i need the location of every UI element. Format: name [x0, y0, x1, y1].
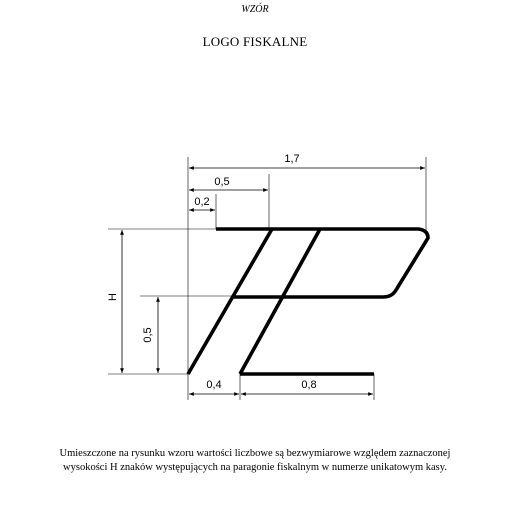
- label-bottom-left: 0,4: [206, 379, 222, 391]
- label-height: H: [107, 293, 119, 301]
- dimension-lines: [122, 168, 425, 394]
- page-title: LOGO FISKALNE: [202, 34, 308, 49]
- caption-line-2: wysokości H znaków występujących na paragonie fiskalnym w numerze unikatowym kasy.: [63, 462, 447, 473]
- caption: [20, 447, 490, 475]
- label-total-width: 1,7: [284, 153, 300, 165]
- logo-diagonal-2: [240, 229, 320, 374]
- label-bottom-right: 0,8: [301, 379, 317, 391]
- fiscal-logo-shape: [188, 229, 428, 374]
- logo-diagonal-1: [188, 229, 272, 374]
- label-upper-offset: 0,5: [214, 176, 230, 188]
- label-lower-height: 0,5: [142, 327, 154, 343]
- extension-lines: [108, 157, 426, 400]
- pattern-marker: WZÓR: [241, 4, 269, 15]
- caption-line-1: Umieszczone na rysunku wzoru wartości liczbowe są bezwymiarowe względem zaznaczonej: [59, 448, 451, 459]
- logo-top-bar: [216, 229, 428, 297]
- label-top-offset: 0,2: [194, 196, 210, 208]
